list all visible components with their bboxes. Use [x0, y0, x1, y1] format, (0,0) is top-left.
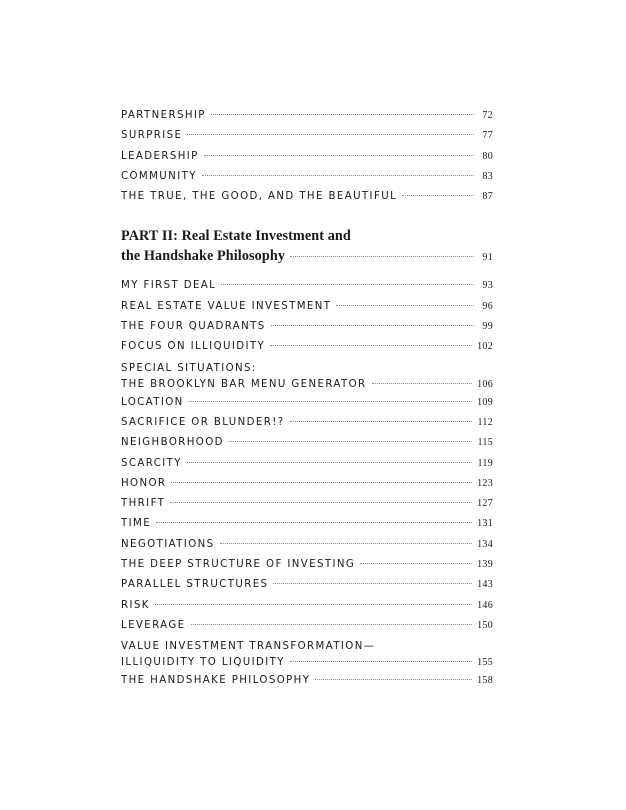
toc-entry-page: 77 [482, 130, 493, 142]
toc-entry [121, 126, 493, 146]
part2-entries [121, 276, 493, 691]
toc-entry-title: TIME [121, 518, 152, 530]
spacer [121, 267, 493, 276]
dot-leader [191, 624, 473, 625]
dot-leader [221, 284, 474, 285]
toc-entry-title: SACRIFICE OR BLUNDER!? [121, 416, 285, 428]
toc-entry-title: PARTNERSHIP [121, 110, 206, 121]
toc-entry-page: 143 [477, 579, 493, 591]
part-heading-line1: PART II: Real Estate Investment and [121, 228, 351, 245]
toc-entry-page: 139 [477, 559, 493, 571]
toc-entry-page: 134 [477, 538, 493, 550]
toc-entry-title-line1: VALUE INVESTMENT TRANSFORMATION— [121, 641, 376, 653]
toc-entry-page: 158 [477, 675, 493, 687]
toc-entry-title: THE HANDSHAKE PHILOSOPHY [121, 675, 311, 687]
part-heading-page: 91 [482, 252, 493, 264]
toc-entry-title: NEGOTIATIONS [121, 538, 215, 550]
toc-entry-title: REAL ESTATE VALUE INVESTMENT [121, 300, 332, 312]
toc-entry-page: 93 [482, 280, 493, 292]
dot-leader [360, 563, 472, 564]
toc-entry [121, 337, 493, 357]
dot-leader [204, 155, 474, 156]
dot-leader [202, 175, 474, 176]
dot-leader [187, 462, 473, 463]
toc-entry-page: 115 [477, 437, 493, 449]
toc-entry-title: RISK [121, 599, 150, 611]
dot-leader [273, 583, 472, 584]
part-heading [121, 227, 493, 267]
toc-entry-title: COMMUNITY [121, 170, 197, 182]
toc-entry-title-line1: SPECIAL SITUATIONS: [121, 362, 257, 374]
toc-entry [121, 514, 493, 534]
dot-leader [171, 482, 472, 483]
toc-entry-page: 112 [477, 416, 493, 428]
dot-leader [187, 134, 474, 135]
dot-leader [189, 401, 472, 402]
toc-entry-page: 87 [482, 191, 493, 203]
toc-entry-page: 131 [477, 518, 493, 530]
dot-leader [336, 305, 474, 306]
toc-entry [121, 187, 493, 207]
toc-entry [121, 474, 493, 494]
toc-entry-title: THRIFT [121, 498, 166, 510]
toc-entry-page: 83 [482, 170, 493, 182]
toc-entry [121, 276, 493, 296]
toc-entry [121, 433, 493, 453]
toc-entry-page: 96 [482, 300, 493, 312]
dot-leader [155, 604, 472, 605]
toc-entry [121, 454, 493, 474]
toc-entry-page: 123 [477, 477, 493, 489]
toc-entry-page: 155 [477, 657, 493, 669]
toc-entry-page: 106 [477, 378, 493, 390]
toc-entry-title: HONOR [121, 477, 167, 489]
dot-leader [270, 345, 472, 346]
dot-leader [372, 383, 473, 384]
toc-entry-page: 119 [477, 457, 493, 469]
part-heading-line2: the Handshake Philosophy [121, 248, 286, 265]
table-of-contents [121, 106, 493, 692]
toc-entry [121, 654, 493, 671]
toc-entry [121, 575, 493, 595]
toc-entry [121, 555, 493, 575]
toc-entry-page: 109 [477, 396, 493, 408]
toc-entry [121, 616, 493, 636]
toc-entry-page: 127 [477, 498, 493, 510]
toc-entry-title: SCARCITY [121, 457, 182, 469]
part-heading-row [121, 246, 493, 267]
toc-entry-title: ILLIQUIDITY TO LIQUIDITY [121, 657, 285, 669]
toc-entry-title: MY FIRST DEAL [121, 280, 217, 292]
toc-entry-title: THE TRUE, THE GOOD, AND THE BEAUTIFUL [121, 191, 398, 203]
toc-entry-title: THE FOUR QUADRANTS [121, 321, 266, 333]
toc-entry-page: 150 [477, 619, 493, 631]
toc-entry [121, 167, 493, 187]
dot-leader [271, 325, 474, 326]
toc-entry [121, 106, 493, 126]
toc-entry [121, 596, 493, 616]
dot-leader [402, 195, 474, 196]
toc-entry-page: 102 [477, 341, 493, 353]
toc-entry-page: 99 [482, 321, 493, 333]
toc-entry [121, 413, 493, 433]
dot-leader [290, 661, 472, 662]
toc-entry-page: 72 [482, 110, 493, 121]
toc-entry [121, 393, 493, 413]
toc-entry [121, 376, 493, 393]
dot-leader [290, 256, 474, 257]
toc-entry-title: PARALLEL STRUCTURES [121, 579, 269, 591]
toc-entry-title: NEIGHBORHOOD [121, 437, 224, 449]
dot-leader [290, 421, 473, 422]
toc-entry-title: THE DEEP STRUCTURE OF INVESTING [121, 559, 356, 571]
part1-entries [121, 106, 493, 207]
toc-entry-page: 146 [477, 599, 493, 611]
dot-leader [170, 502, 472, 503]
toc-entry [121, 317, 493, 337]
toc-entry [121, 147, 493, 167]
toc-entry-title: FOCUS ON ILLIQUIDITY [121, 341, 266, 353]
toc-entry-title: THE BROOKLYN BAR MENU GENERATOR [121, 378, 367, 390]
toc-entry [121, 494, 493, 514]
toc-entry [121, 671, 493, 691]
dot-leader [156, 522, 472, 523]
toc-entry-title: SURPRISE [121, 130, 183, 142]
toc-entry [121, 297, 493, 317]
dot-leader [211, 114, 474, 115]
dot-leader [220, 543, 473, 544]
dot-leader [315, 679, 472, 680]
toc-entry-title: LEADERSHIP [121, 150, 199, 162]
toc-entry-title: LEVERAGE [121, 619, 186, 631]
dot-leader [229, 441, 473, 442]
toc-entry-title: LOCATION [121, 396, 184, 408]
toc-entry-page: 80 [482, 150, 493, 162]
toc-entry [121, 535, 493, 555]
